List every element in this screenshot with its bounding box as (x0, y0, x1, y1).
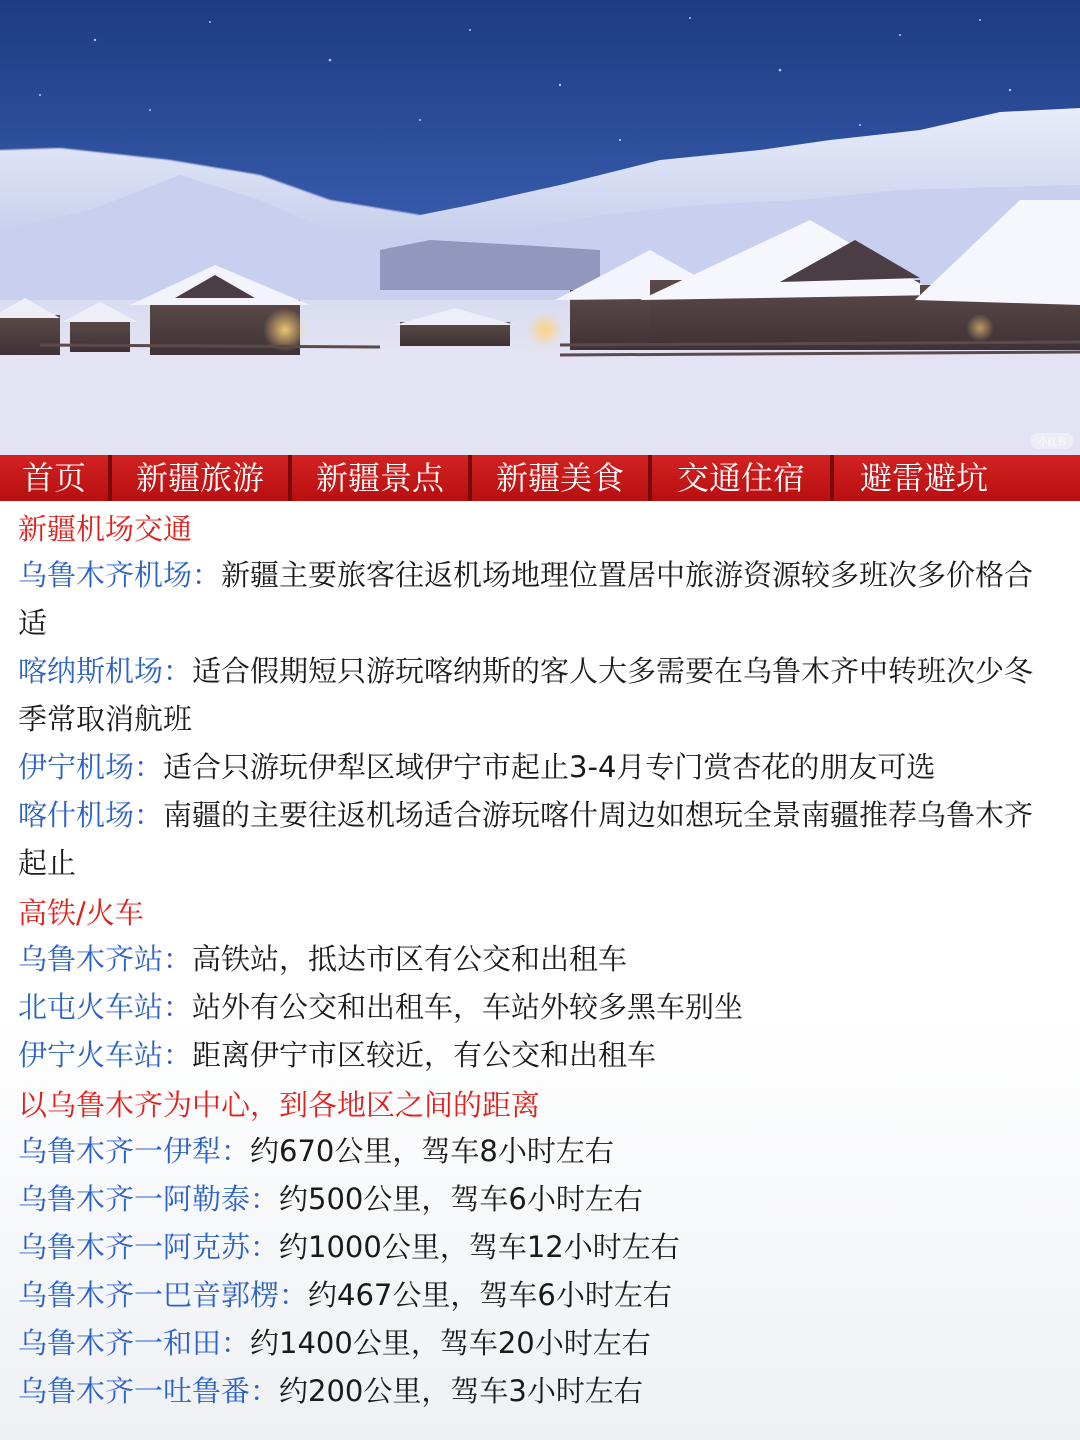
entry-separator: ： (250, 1374, 280, 1408)
section-title-distances: 以乌鲁木齐为中心，到各地区之间的距离 (18, 1088, 541, 1122)
entry-label: 乌鲁木齐一吐鲁番 (18, 1374, 251, 1408)
entry-label: 乌鲁木齐一和田 (18, 1326, 222, 1360)
entry-text: 约500公里，驾车6小时左右 (279, 1182, 643, 1216)
entry-separator: ： (134, 798, 164, 832)
list-item (18, 1223, 1060, 1271)
list-item (18, 743, 1060, 791)
entry-label: 乌鲁木齐一伊犁 (18, 1134, 222, 1168)
article-content (0, 501, 1080, 1440)
entry-text: 新疆主要旅客往返机场地理位置居中旅游资源较多班次多价格合适 (18, 558, 1034, 640)
entry-label: 乌鲁木齐机场 (18, 558, 193, 592)
entry-text: 高铁站，抵达市区有公交和出租车 (192, 942, 628, 976)
entry-text: 约670公里，驾车8小时左右 (250, 1134, 614, 1168)
entry-separator: ： (163, 1038, 193, 1072)
entry-label: 北屯火车站 (18, 990, 164, 1024)
entry-separator: ： (134, 750, 164, 784)
entry-text: 适合假期短只游玩喀纳斯的客人大多需要在乌鲁木齐中转班次少冬季常取消航班 (18, 654, 1034, 736)
entry-label: 伊宁机场 (18, 750, 135, 784)
list-item (18, 935, 1060, 983)
list-item (18, 647, 1060, 743)
nav-xinjiang-attractions[interactable]: 新疆景点 (292, 455, 472, 501)
watermark: 小红书 (1038, 438, 1066, 448)
list-item (18, 1031, 1060, 1079)
entry-text: 适合只游玩伊犁区域伊宁市起止3-4月专门赏杏花的朋友可选 (163, 750, 936, 784)
entry-label: 乌鲁木齐一巴音郭楞 (18, 1278, 280, 1312)
list-item (18, 1319, 1060, 1367)
entry-text: 南疆的主要往返机场适合游玩喀什周边如想玩全景南疆推荐乌鲁木齐起止 (18, 798, 1034, 880)
section-title-airports: 新疆机场交通 (18, 512, 193, 546)
entry-text: 距离伊宁市区较近，有公交和出租车 (192, 1038, 657, 1072)
entry-separator: ： (221, 1326, 251, 1360)
section-title-rail: 高铁/火车 (18, 896, 144, 930)
entry-separator: ： (279, 1278, 309, 1312)
entry-label: 乌鲁木齐一阿克苏 (18, 1230, 251, 1264)
entry-separator: ： (192, 558, 222, 592)
entry-separator: ： (163, 990, 193, 1024)
entry-text: 站外有公交和出租车，车站外较多黑车别坐 (192, 990, 744, 1024)
list-item (18, 1271, 1060, 1319)
entry-text: 约1000公里，驾车12小时左右 (279, 1230, 680, 1264)
entry-separator: ： (163, 942, 193, 976)
entry-separator: ： (163, 654, 193, 688)
entry-text: 约1400公里，驾车20小时左右 (250, 1326, 651, 1360)
entry-separator: ： (250, 1230, 280, 1264)
snow-village-illustration (0, 0, 1080, 455)
entry-label: 伊宁火车站 (18, 1038, 164, 1072)
entry-label: 喀什机场 (18, 798, 135, 832)
entry-separator: ： (250, 1182, 280, 1216)
hero-image (0, 0, 1080, 455)
nav-xinjiang-food[interactable]: 新疆美食 (472, 455, 652, 501)
nav-pitfalls[interactable]: 避雷避坑 (860, 459, 989, 497)
entry-label: 乌鲁木齐一阿勒泰 (18, 1182, 251, 1216)
entry-label: 喀纳斯机场 (18, 654, 164, 688)
entry-text: 约467公里，驾车6小时左右 (308, 1278, 672, 1312)
list-item (18, 1127, 1060, 1175)
nav-xinjiang-travel[interactable]: 新疆旅游 (112, 455, 292, 501)
top-nav (0, 455, 1080, 501)
list-item (18, 983, 1060, 1031)
entry-separator: ： (221, 1134, 251, 1168)
list-item (18, 791, 1060, 887)
nav-transport-lodging[interactable]: 交通住宿 (652, 455, 834, 501)
list-item (18, 1367, 1060, 1415)
entry-label: 乌鲁木齐站 (18, 942, 164, 976)
list-item (18, 1175, 1060, 1223)
entry-text: 约200公里，驾车3小时左右 (279, 1374, 643, 1408)
nav-home[interactable]: 首页 (0, 455, 112, 501)
list-item (18, 551, 1060, 647)
